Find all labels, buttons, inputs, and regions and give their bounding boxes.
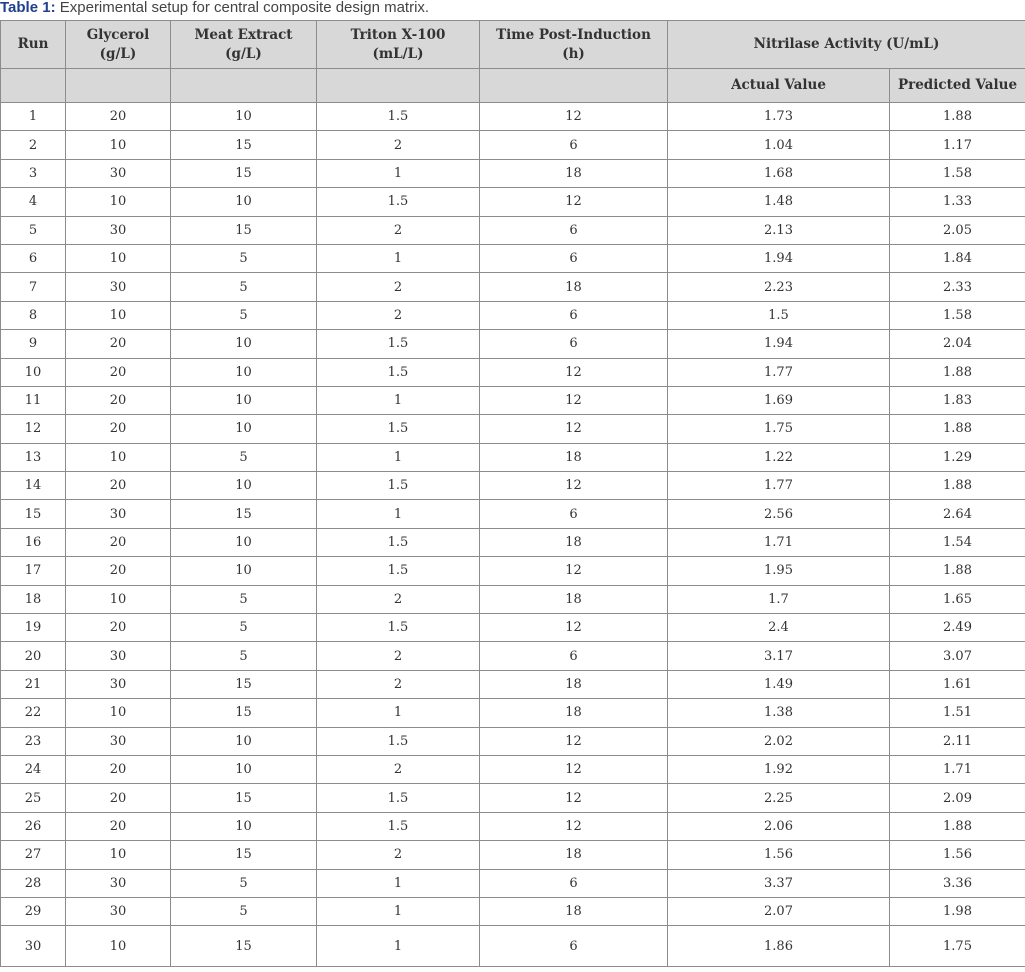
predicted-value-cell: 2.04: [890, 330, 1025, 358]
actual-value-cell: 3.17: [668, 642, 890, 670]
time-cell: 12: [480, 188, 668, 216]
meat-extract-cell: 10: [171, 727, 317, 755]
glycerol-cell: 20: [66, 557, 171, 585]
table-row: [1, 869, 1025, 897]
table-row: [1, 273, 1025, 301]
time-cell: 12: [480, 358, 668, 386]
header-triton: [317, 21, 480, 69]
predicted-value-cell: 1.33: [890, 188, 1025, 216]
table-row: [1, 216, 1025, 244]
time-cell: 12: [480, 103, 668, 131]
actual-value-cell: 1.71: [668, 528, 890, 556]
predicted-value-cell: 1.65: [890, 585, 1025, 613]
predicted-value-cell: 1.88: [890, 557, 1025, 585]
actual-value-cell: 1.38: [668, 699, 890, 727]
triton-cell: 1: [317, 926, 480, 967]
triton-cell: 1.5: [317, 812, 480, 840]
subheader-empty: [317, 69, 480, 103]
meat-extract-cell: 15: [171, 784, 317, 812]
header-activity: Nitrilase Activity (U/mL): [668, 21, 1025, 69]
predicted-value-cell: 1.71: [890, 755, 1025, 783]
time-cell: 18: [480, 699, 668, 727]
meat-extract-cell: 10: [171, 103, 317, 131]
triton-cell: 1.5: [317, 528, 480, 556]
header-triton-label: Triton X-100: [350, 26, 446, 43]
triton-cell: 1.5: [317, 188, 480, 216]
run-cell: 13: [1, 443, 66, 471]
actual-value-cell: 2.25: [668, 784, 890, 812]
header-glycerol-unit: (g/L): [99, 45, 137, 62]
triton-cell: 1.5: [317, 614, 480, 642]
predicted-value-cell: 3.07: [890, 642, 1025, 670]
run-cell: 3: [1, 159, 66, 187]
header-actual: Actual Value: [668, 69, 890, 103]
time-cell: 6: [480, 330, 668, 358]
glycerol-cell: 30: [66, 500, 171, 528]
time-cell: 12: [480, 784, 668, 812]
glycerol-cell: 30: [66, 869, 171, 897]
meat-extract-cell: 5: [171, 244, 317, 272]
triton-cell: 2: [317, 585, 480, 613]
glycerol-cell: 20: [66, 812, 171, 840]
meat-extract-cell: 10: [171, 812, 317, 840]
actual-value-cell: 2.13: [668, 216, 890, 244]
time-cell: 6: [480, 926, 668, 967]
run-cell: 26: [1, 812, 66, 840]
run-cell: 21: [1, 670, 66, 698]
header-time-label: Time Post-Induction: [496, 26, 651, 43]
triton-cell: 1.5: [317, 415, 480, 443]
subheader-empty: [1, 69, 66, 103]
run-cell: 15: [1, 500, 66, 528]
triton-cell: 1: [317, 699, 480, 727]
caption-text: Experimental setup for central composite design matrix.: [59, 0, 430, 16]
time-cell: 6: [480, 500, 668, 528]
glycerol-cell: 10: [66, 244, 171, 272]
meat-extract-cell: 5: [171, 273, 317, 301]
table-row: [1, 812, 1025, 840]
predicted-value-cell: 1.84: [890, 244, 1025, 272]
actual-value-cell: 1.86: [668, 926, 890, 967]
actual-value-cell: 1.75: [668, 415, 890, 443]
table-row: [1, 472, 1025, 500]
time-cell: 12: [480, 415, 668, 443]
time-cell: 12: [480, 557, 668, 585]
predicted-value-cell: 2.49: [890, 614, 1025, 642]
time-cell: 6: [480, 216, 668, 244]
run-cell: 7: [1, 273, 66, 301]
predicted-value-cell: 1.54: [890, 528, 1025, 556]
glycerol-cell: 20: [66, 415, 171, 443]
predicted-value-cell: 1.88: [890, 103, 1025, 131]
predicted-value-cell: 1.75: [890, 926, 1025, 967]
meat-extract-cell: 5: [171, 614, 317, 642]
glycerol-cell: 20: [66, 472, 171, 500]
run-cell: 9: [1, 330, 66, 358]
time-cell: 6: [480, 131, 668, 159]
time-cell: 12: [480, 755, 668, 783]
predicted-value-cell: 1.58: [890, 159, 1025, 187]
glycerol-cell: 10: [66, 699, 171, 727]
meat-extract-cell: 15: [171, 159, 317, 187]
time-cell: 18: [480, 443, 668, 471]
time-cell: 18: [480, 670, 668, 698]
glycerol-cell: 30: [66, 159, 171, 187]
table-row: [1, 557, 1025, 585]
actual-value-cell: 2.4: [668, 614, 890, 642]
table-row: [1, 699, 1025, 727]
table-row: [1, 585, 1025, 613]
triton-cell: 1.5: [317, 784, 480, 812]
glycerol-cell: 10: [66, 585, 171, 613]
table-row: [1, 415, 1025, 443]
run-cell: 2: [1, 131, 66, 159]
meat-extract-cell: 15: [171, 500, 317, 528]
table-row: [1, 443, 1025, 471]
predicted-value-cell: 1.56: [890, 841, 1025, 869]
table-row: [1, 784, 1025, 812]
run-cell: 6: [1, 244, 66, 272]
glycerol-cell: 10: [66, 926, 171, 967]
glycerol-cell: 30: [66, 216, 171, 244]
table-row: [1, 244, 1025, 272]
table-row: [1, 642, 1025, 670]
meat-extract-cell: 15: [171, 926, 317, 967]
meat-extract-cell: 5: [171, 897, 317, 925]
glycerol-cell: 10: [66, 443, 171, 471]
table-row: [1, 103, 1025, 131]
time-cell: 18: [480, 897, 668, 925]
triton-cell: 2: [317, 642, 480, 670]
glycerol-cell: 20: [66, 755, 171, 783]
table-row: [1, 500, 1025, 528]
run-cell: 5: [1, 216, 66, 244]
time-cell: 12: [480, 727, 668, 755]
triton-cell: 2: [317, 755, 480, 783]
meat-extract-cell: 5: [171, 585, 317, 613]
glycerol-cell: 30: [66, 642, 171, 670]
run-cell: 4: [1, 188, 66, 216]
run-cell: 20: [1, 642, 66, 670]
predicted-value-cell: 1.88: [890, 812, 1025, 840]
predicted-value-cell: 1.88: [890, 415, 1025, 443]
predicted-value-cell: 2.64: [890, 500, 1025, 528]
triton-cell: 2: [317, 301, 480, 329]
time-cell: 18: [480, 159, 668, 187]
actual-value-cell: 2.23: [668, 273, 890, 301]
table-caption: [0, 0, 429, 17]
actual-value-cell: 1.48: [668, 188, 890, 216]
table-row: [1, 301, 1025, 329]
time-cell: 18: [480, 585, 668, 613]
predicted-value-cell: 1.51: [890, 699, 1025, 727]
actual-value-cell: 1.94: [668, 244, 890, 272]
run-cell: 11: [1, 386, 66, 414]
glycerol-cell: 10: [66, 131, 171, 159]
table-row: [1, 131, 1025, 159]
meat-extract-cell: 10: [171, 415, 317, 443]
triton-cell: 1.5: [317, 727, 480, 755]
glycerol-cell: 30: [66, 273, 171, 301]
header-time: [480, 21, 668, 69]
run-cell: 17: [1, 557, 66, 585]
predicted-value-cell: 2.09: [890, 784, 1025, 812]
triton-cell: 1.5: [317, 103, 480, 131]
actual-value-cell: 1.7: [668, 585, 890, 613]
table-body: [1, 103, 1025, 967]
time-cell: 18: [480, 528, 668, 556]
table-row: [1, 897, 1025, 925]
glycerol-cell: 20: [66, 614, 171, 642]
run-cell: 8: [1, 301, 66, 329]
run-cell: 30: [1, 926, 66, 967]
time-cell: 12: [480, 812, 668, 840]
table-row: [1, 159, 1025, 187]
glycerol-cell: 20: [66, 103, 171, 131]
actual-value-cell: 1.77: [668, 472, 890, 500]
predicted-value-cell: 1.98: [890, 897, 1025, 925]
run-cell: 18: [1, 585, 66, 613]
header-row: [1, 21, 1025, 69]
triton-cell: 1: [317, 869, 480, 897]
glycerol-cell: 10: [66, 301, 171, 329]
meat-extract-cell: 15: [171, 841, 317, 869]
meat-extract-cell: 5: [171, 443, 317, 471]
meat-extract-cell: 15: [171, 131, 317, 159]
run-cell: 22: [1, 699, 66, 727]
triton-cell: 1: [317, 443, 480, 471]
header-predicted: Predicted Value: [890, 69, 1025, 103]
triton-cell: 1.5: [317, 557, 480, 585]
actual-value-cell: 2.02: [668, 727, 890, 755]
glycerol-cell: 20: [66, 330, 171, 358]
time-cell: 6: [480, 301, 668, 329]
header-triton-unit: (mL/L): [372, 45, 424, 62]
meat-extract-cell: 15: [171, 670, 317, 698]
meat-extract-cell: 10: [171, 557, 317, 585]
header-run: Run: [1, 21, 66, 69]
time-cell: 12: [480, 472, 668, 500]
meat-extract-cell: 5: [171, 301, 317, 329]
header-glycerol-label: Glycerol: [86, 26, 150, 43]
time-cell: 18: [480, 841, 668, 869]
actual-value-cell: 1.69: [668, 386, 890, 414]
design-matrix-table: [0, 20, 1025, 967]
predicted-value-cell: 2.05: [890, 216, 1025, 244]
triton-cell: 1: [317, 159, 480, 187]
run-cell: 28: [1, 869, 66, 897]
subheader-empty: [66, 69, 171, 103]
triton-cell: 2: [317, 670, 480, 698]
actual-value-cell: 1.73: [668, 103, 890, 131]
predicted-value-cell: 1.61: [890, 670, 1025, 698]
predicted-value-cell: 1.88: [890, 358, 1025, 386]
table-row: [1, 614, 1025, 642]
actual-value-cell: 1.94: [668, 330, 890, 358]
header-meat-extract-label: Meat Extract: [194, 26, 293, 43]
predicted-value-cell: 2.11: [890, 727, 1025, 755]
header-time-unit: (h): [562, 45, 585, 62]
actual-value-cell: 1.04: [668, 131, 890, 159]
actual-value-cell: 1.68: [668, 159, 890, 187]
actual-value-cell: 3.37: [668, 869, 890, 897]
time-cell: 18: [480, 273, 668, 301]
predicted-value-cell: 2.33: [890, 273, 1025, 301]
glycerol-cell: 20: [66, 386, 171, 414]
header-glycerol: [66, 21, 171, 69]
glycerol-cell: 30: [66, 727, 171, 755]
meat-extract-cell: 10: [171, 188, 317, 216]
run-cell: 1: [1, 103, 66, 131]
predicted-value-cell: 1.17: [890, 131, 1025, 159]
actual-value-cell: 1.22: [668, 443, 890, 471]
glycerol-cell: 30: [66, 670, 171, 698]
glycerol-cell: 10: [66, 841, 171, 869]
table-row: [1, 528, 1025, 556]
run-cell: 24: [1, 755, 66, 783]
meat-extract-cell: 15: [171, 699, 317, 727]
meat-extract-cell: 10: [171, 330, 317, 358]
predicted-value-cell: 1.29: [890, 443, 1025, 471]
meat-extract-cell: 10: [171, 755, 317, 783]
table-row: [1, 727, 1025, 755]
triton-cell: 1: [317, 500, 480, 528]
triton-cell: 2: [317, 216, 480, 244]
predicted-value-cell: 1.58: [890, 301, 1025, 329]
glycerol-cell: 20: [66, 528, 171, 556]
run-cell: 16: [1, 528, 66, 556]
subheader-empty: [480, 69, 668, 103]
run-cell: 12: [1, 415, 66, 443]
table-row: [1, 188, 1025, 216]
triton-cell: 1: [317, 386, 480, 414]
glycerol-cell: 20: [66, 784, 171, 812]
triton-cell: 1: [317, 244, 480, 272]
actual-value-cell: 1.92: [668, 755, 890, 783]
predicted-value-cell: 1.88: [890, 472, 1025, 500]
meat-extract-cell: 10: [171, 472, 317, 500]
time-cell: 6: [480, 642, 668, 670]
table-row: [1, 926, 1025, 967]
actual-value-cell: 1.5: [668, 301, 890, 329]
subheader-empty: [171, 69, 317, 103]
meat-extract-cell: 10: [171, 386, 317, 414]
time-cell: 6: [480, 244, 668, 272]
run-cell: 10: [1, 358, 66, 386]
table-row: [1, 330, 1025, 358]
table-row: [1, 358, 1025, 386]
meat-extract-cell: 10: [171, 358, 317, 386]
time-cell: 12: [480, 614, 668, 642]
triton-cell: 2: [317, 273, 480, 301]
header-meat-extract: [171, 21, 317, 69]
run-cell: 23: [1, 727, 66, 755]
actual-value-cell: 1.95: [668, 557, 890, 585]
time-cell: 6: [480, 869, 668, 897]
actual-value-cell: 2.07: [668, 897, 890, 925]
triton-cell: 1.5: [317, 358, 480, 386]
actual-value-cell: 1.77: [668, 358, 890, 386]
triton-cell: 2: [317, 841, 480, 869]
header-meat-extract-unit: (g/L): [225, 45, 262, 62]
actual-value-cell: 2.06: [668, 812, 890, 840]
triton-cell: 1.5: [317, 472, 480, 500]
predicted-value-cell: 3.36: [890, 869, 1025, 897]
run-cell: 14: [1, 472, 66, 500]
glycerol-cell: 30: [66, 897, 171, 925]
meat-extract-cell: 15: [171, 216, 317, 244]
meat-extract-cell: 5: [171, 642, 317, 670]
table-row: [1, 755, 1025, 783]
actual-value-cell: 2.56: [668, 500, 890, 528]
glycerol-cell: 10: [66, 188, 171, 216]
glycerol-cell: 20: [66, 358, 171, 386]
triton-cell: 1.5: [317, 330, 480, 358]
table-row: [1, 670, 1025, 698]
meat-extract-cell: 10: [171, 528, 317, 556]
table-row: [1, 386, 1025, 414]
actual-value-cell: 1.49: [668, 670, 890, 698]
time-cell: 12: [480, 386, 668, 414]
caption-label: Table 1:: [0, 0, 56, 16]
subheader-row: [1, 69, 1025, 103]
run-cell: 27: [1, 841, 66, 869]
predicted-value-cell: 1.83: [890, 386, 1025, 414]
table-row: [1, 841, 1025, 869]
run-cell: 29: [1, 897, 66, 925]
triton-cell: 1: [317, 897, 480, 925]
actual-value-cell: 1.56: [668, 841, 890, 869]
triton-cell: 2: [317, 131, 480, 159]
run-cell: 25: [1, 784, 66, 812]
run-cell: 19: [1, 614, 66, 642]
meat-extract-cell: 5: [171, 869, 317, 897]
